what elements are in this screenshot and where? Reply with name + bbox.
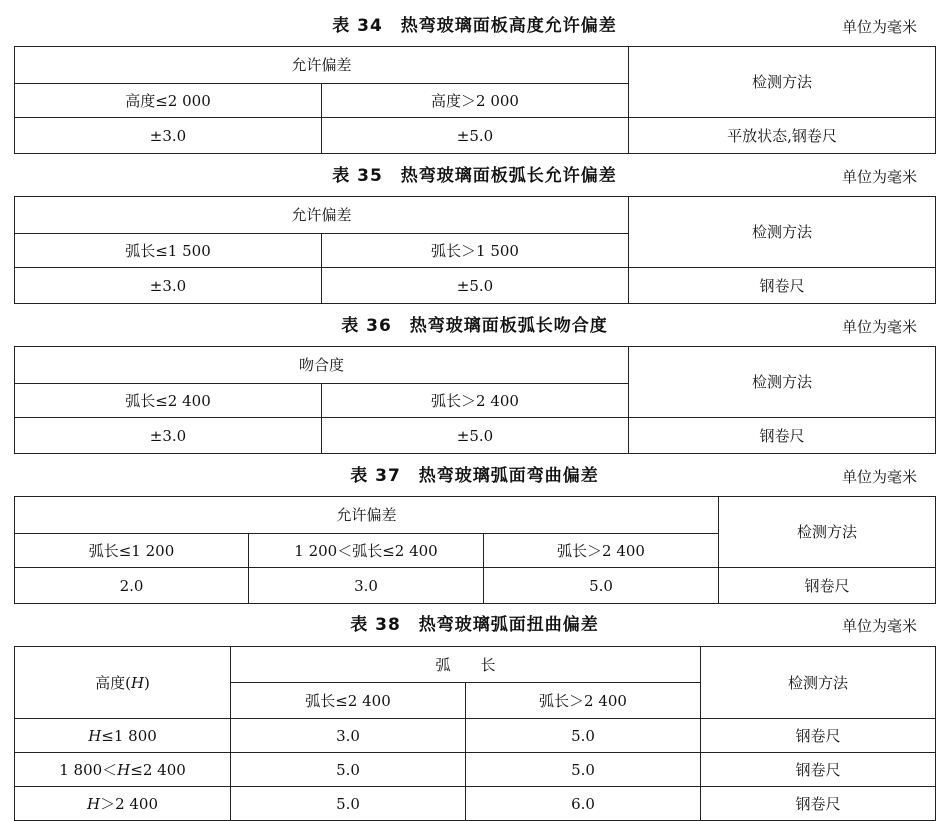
table-36-group-header: 吻合度 bbox=[15, 347, 629, 384]
table-cell bbox=[15, 787, 231, 821]
table-row bbox=[15, 719, 936, 753]
table-38-height-header bbox=[15, 647, 231, 719]
range-suffix: ≤2 400 bbox=[130, 760, 186, 779]
table-37-group-header: 允许偏差 bbox=[15, 497, 719, 534]
table-cell: 钢卷尺 bbox=[629, 268, 936, 304]
table-row bbox=[15, 268, 936, 304]
table-34 bbox=[14, 46, 936, 154]
table-cell: 3.0 bbox=[249, 568, 484, 604]
table-36-method-header: 检测方法 bbox=[629, 347, 936, 418]
table-38-caption bbox=[0, 613, 949, 637]
table-38-col2-header: 弧长＞2 400 bbox=[466, 683, 701, 719]
height-variable: H bbox=[130, 673, 145, 692]
table-37-title: 表 37 热弯玻璃弧面弯曲偏差 bbox=[350, 466, 599, 486]
table-cell: 钢卷尺 bbox=[719, 568, 936, 604]
table-cell: ±5.0 bbox=[322, 418, 629, 454]
table-34-title: 表 34 热弯玻璃面板高度允许偏差 bbox=[332, 16, 617, 36]
table-row bbox=[15, 568, 936, 604]
table-cell: ±3.0 bbox=[15, 418, 322, 454]
height-header-close: ) bbox=[144, 673, 150, 692]
table-35-caption bbox=[0, 164, 949, 188]
height-variable: H bbox=[86, 794, 101, 813]
table-34-col2-header: 高度＞2 000 bbox=[322, 84, 629, 118]
table-34-unit: 单位为毫米 bbox=[841, 18, 917, 36]
table-cell: 钢卷尺 bbox=[701, 753, 936, 787]
range-prefix: 1 800＜ bbox=[59, 760, 118, 779]
table-35-method-header: 检测方法 bbox=[629, 197, 936, 268]
table-36-caption bbox=[0, 314, 949, 338]
table-34-group-header: 允许偏差 bbox=[15, 47, 629, 84]
table-cell: 5.0 bbox=[231, 753, 466, 787]
table-36-title: 表 36 热弯玻璃面板弧长吻合度 bbox=[341, 316, 608, 336]
table-cell: 5.0 bbox=[466, 719, 701, 753]
table-34-caption bbox=[0, 14, 949, 38]
table-37-method-header: 检测方法 bbox=[719, 497, 936, 568]
table-38 bbox=[14, 646, 936, 821]
height-header-text: 高度( bbox=[95, 673, 131, 692]
table-36 bbox=[14, 346, 936, 454]
table-38-unit: 单位为毫米 bbox=[841, 617, 917, 635]
table-35 bbox=[14, 196, 936, 304]
table-37-caption bbox=[0, 464, 949, 488]
table-row bbox=[15, 753, 936, 787]
table-cell: ±5.0 bbox=[322, 268, 629, 304]
table-row bbox=[15, 118, 936, 154]
table-cell: 5.0 bbox=[466, 753, 701, 787]
table-cell bbox=[15, 753, 231, 787]
table-cell: ±3.0 bbox=[15, 118, 322, 154]
table-row bbox=[15, 787, 936, 821]
height-variable: H bbox=[117, 760, 131, 779]
table-35-group-header: 允许偏差 bbox=[15, 197, 629, 234]
table-cell: 钢卷尺 bbox=[701, 719, 936, 753]
table-35-unit: 单位为毫米 bbox=[841, 168, 917, 186]
table-cell: ±3.0 bbox=[15, 268, 322, 304]
table-35-col1-header: 弧长≤1 500 bbox=[15, 234, 322, 268]
table-35-col2-header: 弧长＞1 500 bbox=[322, 234, 629, 268]
table-row bbox=[15, 418, 936, 454]
table-34-col1-header: 高度≤2 000 bbox=[15, 84, 322, 118]
table-cell bbox=[15, 719, 231, 753]
table-37-col3-header: 弧长＞2 400 bbox=[484, 534, 719, 568]
table-36-unit: 单位为毫米 bbox=[841, 318, 917, 336]
table-38-method-header: 检测方法 bbox=[701, 647, 936, 719]
table-37 bbox=[14, 496, 936, 604]
table-37-col2-header: 1 200＜弧长≤2 400 bbox=[249, 534, 484, 568]
height-variable: H bbox=[88, 726, 102, 745]
table-37-unit: 单位为毫米 bbox=[841, 468, 917, 486]
table-cell: 钢卷尺 bbox=[701, 787, 936, 821]
table-cell: 3.0 bbox=[231, 719, 466, 753]
range-suffix: ≤1 800 bbox=[101, 726, 157, 745]
range-suffix: ＞2 400 bbox=[100, 794, 159, 813]
table-38-group-header: 弧 长 bbox=[231, 647, 701, 683]
table-36-col1-header: 弧长≤2 400 bbox=[15, 384, 322, 418]
table-cell: 平放状态,钢卷尺 bbox=[629, 118, 936, 154]
table-38-col1-header: 弧长≤2 400 bbox=[231, 683, 466, 719]
table-cell: 6.0 bbox=[466, 787, 701, 821]
table-34-method-header: 检测方法 bbox=[629, 47, 936, 118]
table-cell: 5.0 bbox=[484, 568, 719, 604]
table-35-title: 表 35 热弯玻璃面板弧长允许偏差 bbox=[332, 166, 617, 186]
table-cell: 5.0 bbox=[231, 787, 466, 821]
table-36-col2-header: 弧长＞2 400 bbox=[322, 384, 629, 418]
table-38-title: 表 38 热弯玻璃弧面扭曲偏差 bbox=[350, 615, 599, 635]
table-cell: 钢卷尺 bbox=[629, 418, 936, 454]
table-cell: 2.0 bbox=[15, 568, 249, 604]
table-37-col1-header: 弧长≤1 200 bbox=[15, 534, 249, 568]
table-cell: ±5.0 bbox=[322, 118, 629, 154]
